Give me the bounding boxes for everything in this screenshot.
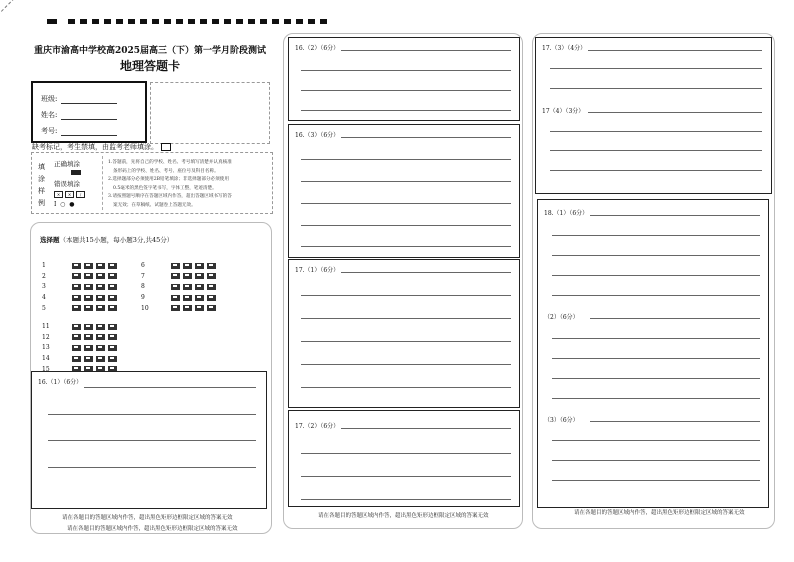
mc-bubble-c[interactable]	[195, 273, 204, 279]
mc-bubble-d[interactable]	[207, 273, 216, 279]
mc-question-number: 12	[42, 333, 50, 341]
mc-bubble-d[interactable]	[108, 305, 117, 311]
mc-bubble-c[interactable]	[96, 263, 105, 269]
answer-box-17-1[interactable]: 17.（1）（6分）	[288, 259, 520, 408]
fold-line	[0, 0, 40, 23]
mc-bubble-c[interactable]	[96, 334, 105, 340]
mc-bubble-a[interactable]	[72, 305, 81, 311]
mc-question-number: 3	[42, 283, 46, 291]
mc-bubble-a[interactable]	[72, 324, 81, 330]
answer-box-16-2[interactable]: 16.（2）（6分）	[288, 37, 520, 121]
mc-row	[42, 261, 120, 270]
mc-bubble-c[interactable]	[96, 345, 105, 351]
mc-bubble-b[interactable]	[183, 263, 192, 269]
mc-bubble-a[interactable]	[72, 263, 81, 269]
mc-bubble-b[interactable]	[84, 273, 93, 279]
mc-row	[42, 282, 120, 291]
answer-box-17-2[interactable]: 17.（2）（6分）	[288, 410, 520, 507]
absent-mark-row: 缺考标记，考生禁填，由监考老师填涂。	[32, 142, 171, 152]
mc-row	[141, 293, 219, 302]
mc-bubble-d[interactable]	[207, 284, 216, 290]
footer-note-1b: 请在各题目的答题区域内作答，超出黑色矩形边框限定区域的答案无效	[67, 526, 238, 532]
answer-box-16-3[interactable]: 16.（3）（6分）	[288, 124, 520, 258]
mc-bubble-c[interactable]	[195, 263, 204, 269]
mc-question-number: 5	[42, 304, 46, 312]
mc-bubble-c[interactable]	[96, 324, 105, 330]
mc-bubble-a[interactable]	[72, 345, 81, 351]
mc-bubble-b[interactable]	[84, 284, 93, 290]
top-marker-strip	[47, 19, 327, 24]
mc-bubble-d[interactable]	[207, 295, 216, 301]
mc-bubble-c[interactable]	[96, 305, 105, 311]
mc-row	[42, 293, 120, 302]
mc-bubble-b[interactable]	[84, 334, 93, 340]
mc-row	[42, 272, 120, 281]
footer-note-1a: 请在各题目的答题区域内作答，超出黑色矩形边框限定区域的答案无效	[62, 515, 233, 521]
mc-bubble-d[interactable]	[207, 263, 216, 269]
mc-question-number: 8	[141, 283, 145, 291]
mc-bubble-d[interactable]	[108, 356, 117, 362]
mc-bubble-d[interactable]	[108, 263, 117, 269]
mc-question-number: 9	[141, 294, 145, 302]
mc-question-number: 4	[42, 294, 46, 302]
mc-bubble-b[interactable]	[84, 356, 93, 362]
mc-bubble-b[interactable]	[183, 295, 192, 301]
fill-example-box	[31, 152, 273, 214]
mc-bubble-a[interactable]	[171, 263, 180, 269]
fill-instructions: 1.答题前，先将自己的学校、姓名、考号填写清楚并认真核准 条形码上的学校、姓名、考号、座位号及科目名称。 2.选择题部分必须使用2B铅笔填涂；非选择题部分必须使用 0.5毫米的黑色签字笔书写，字体工整，笔迹清楚。 3.请按照题号顺序在答题区域内作答，超出答题区域书写的答 案无效；在草稿纸、试题卷上答题无效。	[108, 160, 232, 208]
mc-question-number: 6	[141, 262, 145, 269]
mc-bubble-a[interactable]	[72, 295, 81, 301]
mc-bubble-a[interactable]	[171, 273, 180, 279]
mc-bubble-a[interactable]	[72, 356, 81, 362]
mc-question-number: 7	[141, 272, 145, 280]
mc-bubble-c[interactable]	[195, 305, 204, 311]
mc-bubble-a[interactable]	[72, 273, 81, 279]
mc-bubble-b[interactable]	[84, 324, 93, 330]
mc-bubble-a[interactable]	[171, 295, 180, 301]
answer-box-17-3-4[interactable]: 17.（3）（4分） 17（4）（3分）	[535, 37, 772, 194]
mc-bubble-b[interactable]	[183, 273, 192, 279]
mc-question-number: 15	[42, 365, 50, 373]
mc-bubble-d[interactable]	[108, 284, 117, 290]
mc-row	[42, 322, 120, 331]
mc-row	[42, 304, 120, 313]
fill-example-samples: 正确填涂 错误填涂 ✕ ✕ ∕ Ⅰ ○ ●	[54, 160, 98, 209]
mc-bubble-d[interactable]	[108, 345, 117, 351]
mc-bubble-d[interactable]	[108, 334, 117, 340]
answer-box-18[interactable]: 18.（1）（6分） （2）（6分） （3）（6分）	[537, 199, 769, 508]
mc-bubble-b[interactable]	[183, 305, 192, 311]
absent-checkbox[interactable]	[161, 143, 171, 151]
mc-bubble-c[interactable]	[195, 284, 204, 290]
student-info-box	[31, 81, 147, 143]
exam-number-field[interactable]: 考号:	[41, 126, 117, 136]
mc-row	[42, 333, 120, 342]
mc-bubble-c[interactable]	[96, 284, 105, 290]
mc-bubble-b[interactable]	[84, 345, 93, 351]
footer-note-3: 请在各题目的答题区域内作答，超出黑色矩形边框限定区域的答案无效	[574, 510, 745, 516]
mc-row	[42, 343, 120, 352]
mc-question-number: 14	[42, 355, 50, 363]
mc-question-number: 10	[141, 304, 149, 312]
correct-fill-mark	[71, 170, 81, 175]
mc-bubble-b[interactable]	[84, 295, 93, 301]
mc-bubble-b[interactable]	[84, 305, 93, 311]
mc-bubble-b[interactable]	[84, 263, 93, 269]
fill-example-side-label: 填 涂 样 例	[38, 163, 45, 207]
mc-question-number: 11	[42, 323, 50, 330]
mc-question-number: 2	[42, 272, 46, 280]
mc-bubble-b[interactable]	[183, 284, 192, 290]
mc-bubble-d[interactable]	[207, 305, 216, 311]
mc-row	[42, 354, 120, 363]
mc-title: 选择题（本题共15小题，每小题3分,共45分）	[40, 236, 174, 244]
mc-question-number: 1	[42, 262, 46, 269]
card-title: 地理答题卡	[119, 59, 180, 73]
mc-bubble-a[interactable]	[171, 305, 180, 311]
mc-bubble-d[interactable]	[108, 324, 117, 330]
mc-question-number: 13	[42, 344, 50, 352]
mc-bubble-c[interactable]	[195, 295, 204, 301]
mc-bubble-c[interactable]	[96, 273, 105, 279]
mc-bubble-a[interactable]	[72, 284, 81, 290]
mc-bubble-c[interactable]	[96, 356, 105, 362]
mc-bubble-a[interactable]	[72, 334, 81, 340]
mc-row	[141, 282, 219, 291]
mc-row	[141, 272, 219, 281]
answer-box-16-1[interactable]: 16.（1）（6分）	[31, 371, 267, 509]
barcode-area	[150, 82, 270, 144]
school-title: 重庆市渝高中学校高2025届高三（下）第一学月阶段测试	[33, 46, 267, 56]
class-field[interactable]: 班级:	[41, 94, 117, 104]
name-field[interactable]: 姓名:	[41, 110, 117, 120]
mc-bubble-c[interactable]	[96, 295, 105, 301]
footer-note-2: 请在各题目的答题区域内作答，超出黑色矩形边框限定区域的答案无效	[318, 513, 489, 519]
wrong-fill-marks: ✕ ✕ ∕	[54, 191, 98, 199]
mc-bubble-d[interactable]	[108, 273, 117, 279]
mc-bubble-a[interactable]	[171, 284, 180, 290]
mc-row	[141, 304, 219, 313]
mc-row	[141, 261, 219, 270]
mc-bubble-d[interactable]	[108, 295, 117, 301]
